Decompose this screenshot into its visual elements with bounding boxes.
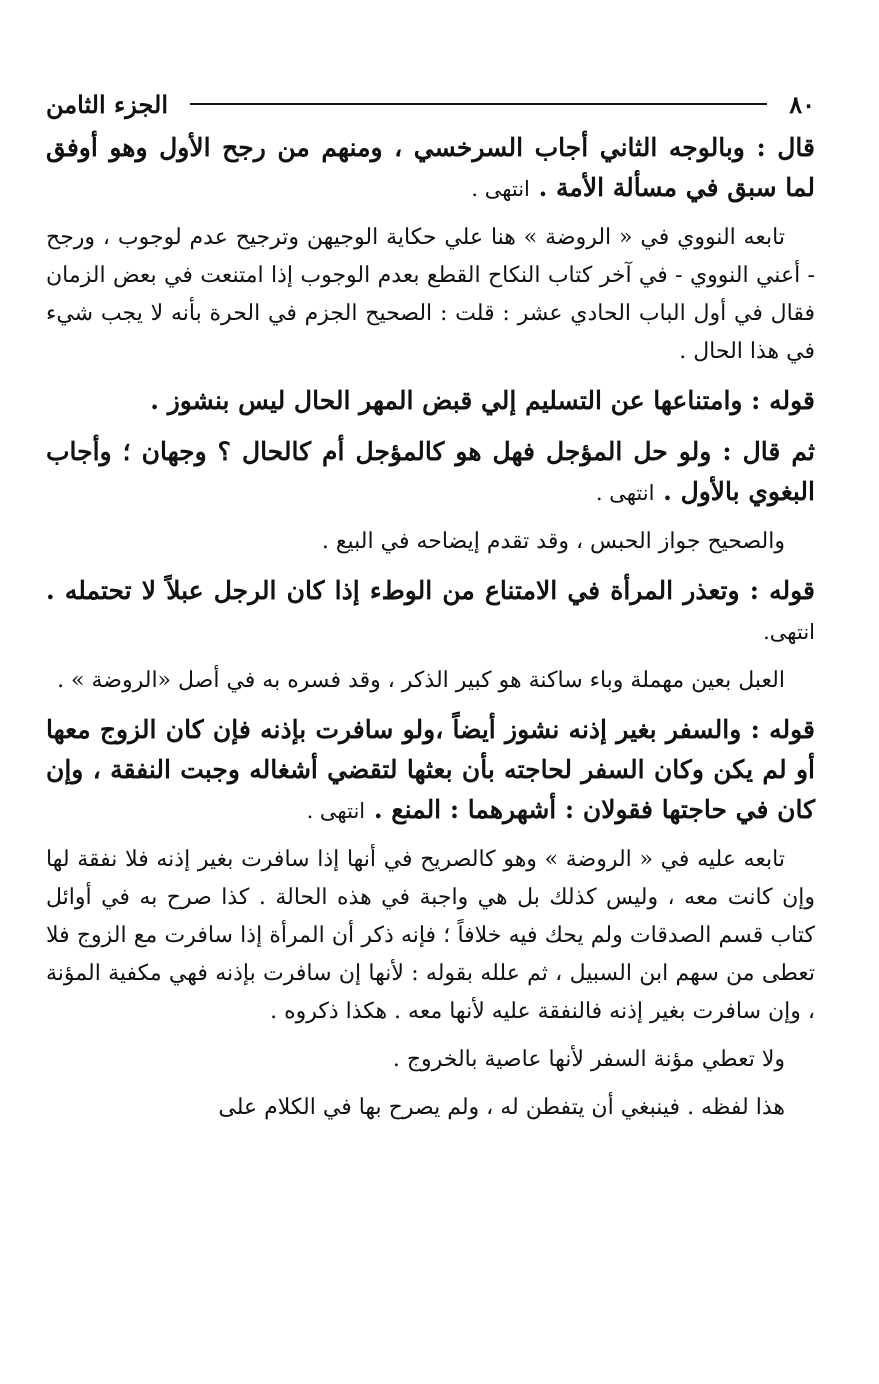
page-header (46, 84, 815, 124)
quote-text: قوله : وتعذر المرأة في الامتناع من الوطء إذا كان الرجل عبلاً لا تحتمله . (46, 576, 815, 605)
quote-paragraph (46, 128, 815, 209)
intaha-marker: انتهى . (471, 177, 530, 201)
page-body (46, 128, 815, 1127)
intaha-marker: انتهى . (595, 481, 655, 505)
intaha-marker: انتهى. (763, 620, 815, 644)
quote-text: قوله : والسفر بغير إذنه نشوز أيضاً ،ولو سافرت بإذنه فإن كان الزوج معها أو لم يكن وكان السفر لحاجته بأن بعثها لتقضي أشغاله وجبت النفقة ، وإن كان في حاجتها فقولان : أشهرهما : المنع . (46, 715, 815, 824)
quote-text: قال : وبالوجه الثاني أجاب السرخسي ، ومنهم من رجح الأول وهو أوفق لما سبق في مسألة الأمة . (46, 133, 815, 202)
commentary-paragraph: ولا تعطي مؤنة السفر لأنها عاصية بالخروج . (392, 1047, 785, 1072)
quote-text: قوله : وامتناعها عن التسليم إلي قبض المهر الحال ليس بنشوز . (150, 386, 815, 415)
running-title: الجزء الثامن (46, 89, 169, 119)
commentary-paragraph: هذا لفظه . فينبغي أن يتفطن له ، ولم يصرح بها في الكلام على (218, 1095, 785, 1120)
quote-paragraph (46, 432, 815, 513)
quote-text: ثم قال : ولو حل المؤجل فهل هو كالمؤجل أم كالحال ؟ وجهان ؛ وأجاب البغوي بالأول . (46, 437, 815, 506)
commentary-paragraph: تابعه النووي في « الروضة » هنا علي حكاية الوجيهن وترجيح عدم لوجوب ، ورجح - أعني النووي - في آخر كتاب النكاح القطع بعدم الوجوب إذا امتنعت في بعض الزمان فقال في أول الباب الحادي عشر : قلت : الصحيح الجزم في الحرة بأنه لا يجب شيء في هذا الحال . (46, 225, 815, 364)
commentary-paragraph: والصحيح جواز الحبس ، وقد تقدم إيضاحه في البيع . (321, 529, 785, 554)
page-number: ٨٠ (789, 89, 815, 119)
quote-paragraph (46, 571, 815, 652)
quote-paragraph (46, 381, 815, 422)
header-rule (190, 103, 767, 105)
intaha-marker: انتهى . (306, 799, 366, 823)
quote-paragraph (46, 710, 815, 831)
commentary-paragraph: العبل بعين مهملة وباء ساكنة هو كبير الذكر ، وقد فسره به في أصل «الروضة » . (57, 668, 785, 693)
commentary-paragraph: تابعه عليه في « الروضة » وهو كالصريح في أنها إذا سافرت بغير إذنه فلا نفقة لها وإن كانت معه ، وليس كذلك بل هي واجبة في هذه الحالة . كذا صرح به في أوائل كتاب قسم الصدقات ولم يحك فيه خلافاً ؛ فإنه ذكر أن المرأة إذا سافرت مع الزوج فلا تعطى من سهم ابن السبيل ، ثم علله بقوله : لأنها إن سافرت بإذنه فهي مكفية المؤنة ، وإن سافرت بغير إذنه فالنفقة عليه لأنها معه . هكذا ذكروه . (46, 847, 815, 1024)
